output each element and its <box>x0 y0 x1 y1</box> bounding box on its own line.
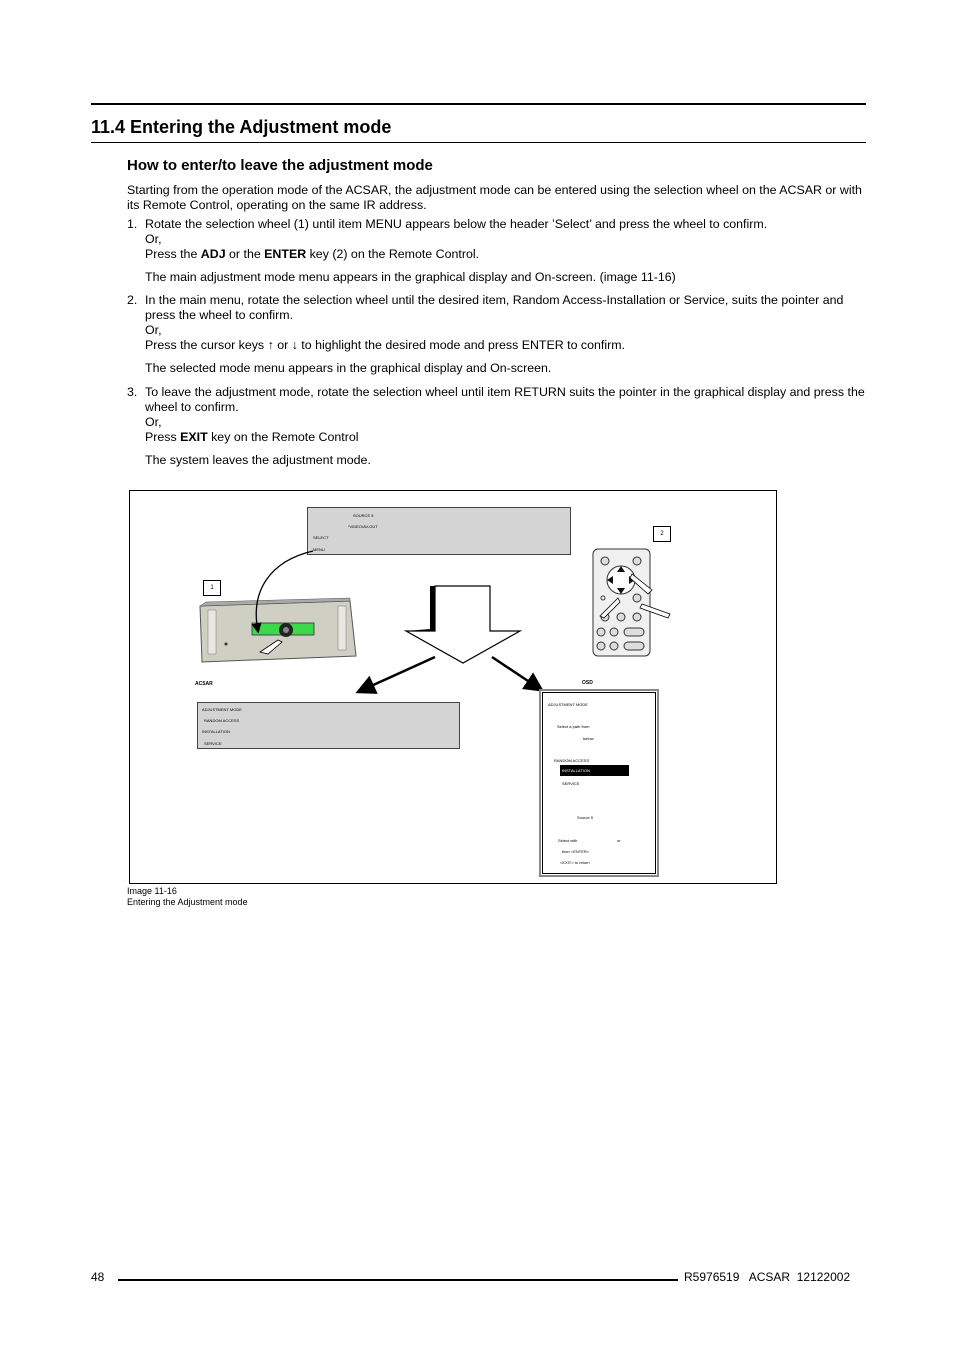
step-number: 2. <box>127 293 138 307</box>
callout-1: 1 <box>203 580 221 596</box>
osd-label: OSD <box>582 680 593 686</box>
intro-paragraph: Starting from the operation mode of the ACSAR, the adjustment mode can be entered using the selection wheel on the ACSAR or with its Remote Control, operating on the same IR address. <box>127 183 862 212</box>
step-text: Rotate the selection wheel (1) until item MENU appears below the header ’Select’ and press the wheel to confirm. <box>145 217 768 231</box>
figure-frame <box>129 490 777 884</box>
callout-2: 2 <box>653 526 671 542</box>
osd-source: Source 5 <box>577 815 594 820</box>
step-2 <box>127 293 867 376</box>
subsection-title: How to enter/to leave the adjustment mode <box>127 157 433 174</box>
step-press: Press the ADJ or the ENTER key (2) on the Remote Control. <box>145 247 480 261</box>
top-rule <box>91 103 866 105</box>
page-number: 48 <box>91 1270 105 1284</box>
osd-menu-screen <box>539 689 659 877</box>
osd-hint: <EXIT> to return <box>560 860 590 865</box>
osd-item: SERVICE <box>562 781 580 786</box>
title-underline <box>91 142 866 143</box>
osd-text: below <box>583 736 594 741</box>
acsar-menu-title: ADJUSTMENT MODE <box>202 707 242 712</box>
key-exit: EXIT <box>180 430 208 444</box>
step-text: To leave the adjustment mode, rotate the selection wheel until item RETURN suits the pointer in the graphical display and press the wheel to confirm. <box>145 385 865 414</box>
lcd-source: SOURCE 5 <box>353 513 374 518</box>
step-1 <box>127 217 867 285</box>
flow-arrows <box>130 491 776 883</box>
step-number: 3. <box>127 385 138 399</box>
lcd-video: *VIDEO/AV-OUT <box>348 524 378 529</box>
step-or: Or, <box>145 232 162 246</box>
step-result: The system leaves the adjustment mode. <box>145 453 371 467</box>
step-press: Press the cursor keys ↑ or ↓ to highlight the desired mode and press ENTER to confirm. <box>145 338 625 352</box>
step-press: Press EXIT key on the Remote Control <box>145 430 359 444</box>
step-result: The selected mode menu appears in the graphical display and On-screen. <box>145 361 552 375</box>
step-3 <box>127 385 867 468</box>
osd-title: ADJUSTMENT MODE <box>548 702 588 707</box>
caption-text: Entering the Adjustment mode <box>127 897 248 907</box>
lcd-select: SELECT <box>313 535 329 540</box>
acsar-menu-display <box>197 702 460 749</box>
step-result: The main adjustment mode menu appears in the graphical display and On-screen. (image 11-16) <box>145 270 676 284</box>
step-or: Or, <box>145 415 162 429</box>
acsar-label: ACSAR <box>195 681 213 687</box>
osd-hint: Select with <box>558 838 578 843</box>
key-enter: ENTER <box>264 247 307 261</box>
acsar-menu-item: SERVICE <box>204 741 222 746</box>
osd-item: RANDOM ACCESS <box>554 758 590 763</box>
step-or: Or, <box>145 323 162 337</box>
caption-number: Image 11-16 <box>127 886 177 896</box>
step-text: In the main menu, rotate the selection wheel until the desired item, Random Access-Installation or Service, suits the pointer and press the wheel to confirm. <box>145 293 844 322</box>
acsar-menu-item: RANDOM ACCESS <box>204 718 240 723</box>
document-reference: R5976519 ACSAR 12122002 <box>684 1270 851 1284</box>
osd-item-selected: INSTALLATION <box>560 765 629 776</box>
osd-hint: then <ENTER> <box>562 849 590 854</box>
osd-hint: or <box>617 838 621 843</box>
key-adj: ADJ <box>200 247 226 261</box>
step-number: 1. <box>127 217 138 231</box>
osd-text: Select a path from <box>557 724 590 729</box>
figure-caption <box>127 886 248 908</box>
lcd-menu: MENU <box>313 547 325 552</box>
acsar-menu-item: INSTALLATION <box>202 729 230 734</box>
footer-rule <box>118 1279 678 1281</box>
body-text <box>127 183 867 468</box>
section-title: 11.4 Entering the Adjustment mode <box>91 117 392 137</box>
